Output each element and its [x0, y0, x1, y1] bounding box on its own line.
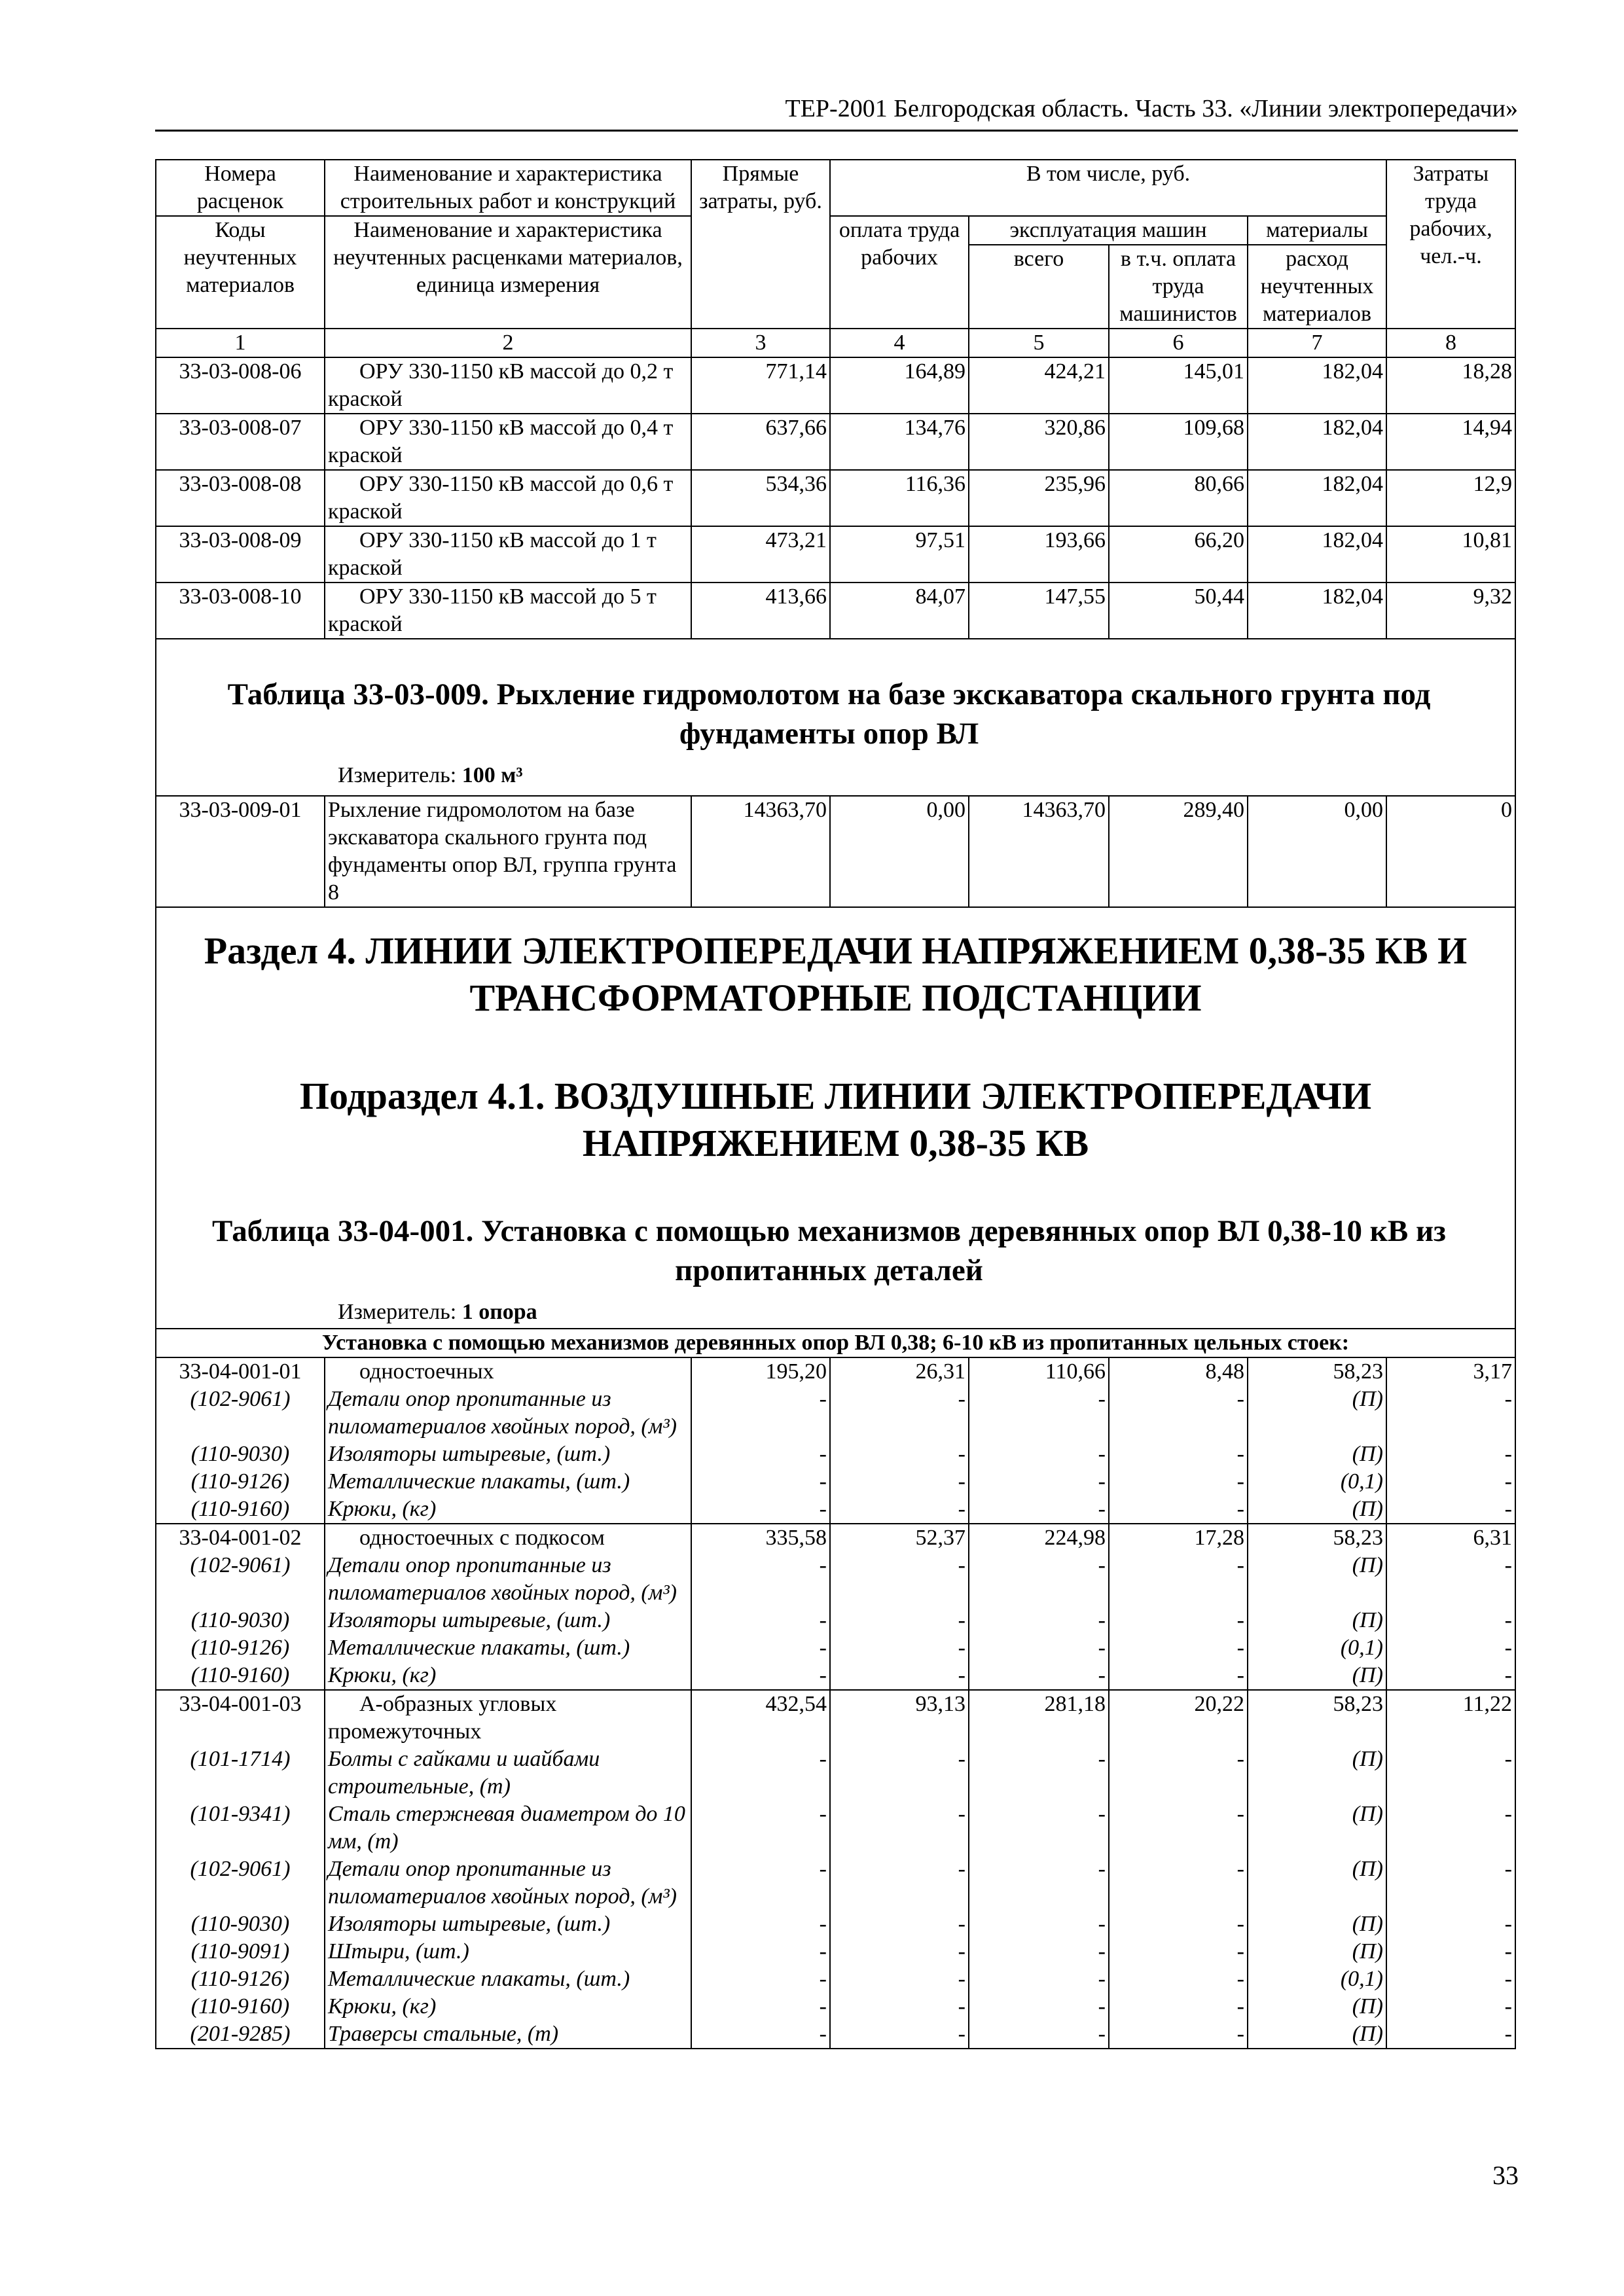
- material-quantity: (П): [1248, 2020, 1386, 2049]
- table-row: [156, 583, 1515, 639]
- empty-value: -: [969, 1607, 1109, 1634]
- rate-code: 33-03-008-10: [156, 583, 325, 639]
- table-title: Таблица 33-04-001. Установка с помощью механизмов деревянных опор ВЛ 0,38-10 кВ из пропитанных деталей: [212, 1214, 1446, 1287]
- rate-code: 33-03-008-07: [156, 414, 325, 470]
- empty-value: -: [830, 1938, 969, 1965]
- col-materials-header: материалы: [1248, 216, 1386, 245]
- material-name: Сталь стержневая диаметром до 10 мм, (т): [325, 1801, 691, 1856]
- col-number: 2: [325, 329, 691, 357]
- materials-cost: 182,04: [1248, 526, 1386, 583]
- empty-value: -: [830, 1496, 969, 1524]
- meter-label: Измеритель:: [338, 763, 457, 787]
- table-subheader: Установка с помощью механизмов деревянных опор ВЛ 0,38; 6-10 кВ из пропитанных цельных стоек:: [156, 1329, 1515, 1357]
- col-number: 8: [1386, 329, 1515, 357]
- material-name: Изоляторы штыревые, (шт.): [325, 1607, 691, 1634]
- table-title-cell: [156, 639, 1515, 796]
- empty-value: -: [969, 1468, 1109, 1496]
- empty-value: -: [969, 2020, 1109, 2049]
- empty-value: -: [691, 1496, 830, 1524]
- material-code: (102-9061): [156, 1552, 325, 1607]
- machines-total: 147,55: [969, 583, 1109, 639]
- col-number: 6: [1109, 329, 1248, 357]
- labor-hours: 0: [1386, 796, 1515, 907]
- rate-name: ОРУ 330-1150 кВ массой до 0,2 т краской: [325, 357, 691, 414]
- col-rate-numbers-header: Номера расценок: [156, 160, 325, 216]
- rate-name: ОРУ 330-1150 кВ массой до 0,4 т краской: [325, 414, 691, 470]
- empty-value: -: [691, 1552, 830, 1607]
- material-name: Металлические плакаты, (шт.): [325, 1634, 691, 1662]
- col-work-name-header: Наименование и характеристика строительных работ и конструкций: [325, 160, 691, 216]
- machinist-pay: 109,68: [1109, 414, 1248, 470]
- material-row: [156, 1993, 1515, 2020]
- machines-total: 193,66: [969, 526, 1109, 583]
- material-name: Траверсы стальные, (т): [325, 2020, 691, 2049]
- labor-hours: 10,81: [1386, 526, 1515, 583]
- material-code: (110-9030): [156, 1910, 325, 1938]
- material-code: (110-9091): [156, 1938, 325, 1965]
- rate-name: ОРУ 330-1150 кВ массой до 5 т краской: [325, 583, 691, 639]
- machines-total: 320,86: [969, 414, 1109, 470]
- material-quantity: (П): [1248, 1856, 1386, 1910]
- table-row: [156, 796, 1515, 907]
- machines-total: 14363,70: [969, 796, 1109, 907]
- labor-hours: 18,28: [1386, 357, 1515, 414]
- empty-value: -: [1109, 1441, 1248, 1468]
- material-quantity: (П): [1248, 1552, 1386, 1607]
- worker-pay: 52,37: [830, 1524, 969, 1552]
- direct-costs: 413,66: [691, 583, 830, 639]
- meter-value: 1 опора: [461, 1300, 537, 1324]
- worker-pay: 0,00: [830, 796, 969, 907]
- empty-value: -: [691, 1965, 830, 1993]
- materials-cost: 182,04: [1248, 470, 1386, 526]
- machinist-pay: 8,48: [1109, 1357, 1248, 1386]
- empty-value: -: [969, 1496, 1109, 1524]
- labor-hours: 11,22: [1386, 1690, 1515, 1746]
- table-row: [156, 1524, 1515, 1552]
- table-row: [156, 357, 1515, 414]
- material-row: [156, 1938, 1515, 1965]
- rate-code: 33-03-009-01: [156, 796, 325, 907]
- empty-value: -: [1109, 1496, 1248, 1524]
- col-number: 7: [1248, 329, 1386, 357]
- empty-value: -: [830, 1634, 969, 1662]
- rate-code: 33-03-008-09: [156, 526, 325, 583]
- rows-33-04-001: [156, 1357, 1515, 2049]
- material-name: Крюки, (кг): [325, 1993, 691, 2020]
- empty-value: -: [1386, 1496, 1515, 1524]
- rate-code: 33-03-008-06: [156, 357, 325, 414]
- col-group-header: В том числе, руб.: [830, 160, 1386, 216]
- empty-value: -: [1109, 1468, 1248, 1496]
- material-quantity: (0,1): [1248, 1965, 1386, 1993]
- empty-value: -: [1386, 1552, 1515, 1607]
- meter-label: Измеритель:: [338, 1300, 457, 1324]
- empty-value: -: [830, 1607, 969, 1634]
- empty-value: -: [1386, 1746, 1515, 1801]
- material-row: [156, 1634, 1515, 1662]
- empty-value: -: [1109, 1801, 1248, 1856]
- empty-value: -: [830, 1965, 969, 1993]
- rate-name: А-образных угловых промежуточных: [325, 1690, 691, 1746]
- empty-value: -: [969, 1634, 1109, 1662]
- material-row: [156, 1746, 1515, 1801]
- empty-value: -: [830, 1662, 969, 1690]
- rate-name: одностоечных с подкосом: [325, 1524, 691, 1552]
- material-name: Болты с гайками и шайбами строительные, (т): [325, 1746, 691, 1801]
- material-code: (110-9160): [156, 1496, 325, 1524]
- materials-cost: 0,00: [1248, 796, 1386, 907]
- material-row: [156, 1468, 1515, 1496]
- machines-total: 424,21: [969, 357, 1109, 414]
- machinist-pay: 289,40: [1109, 796, 1248, 907]
- empty-value: -: [1386, 1910, 1515, 1938]
- rows-33-03-009: [156, 796, 1515, 907]
- material-quantity: (0,1): [1248, 1634, 1386, 1662]
- empty-value: -: [1386, 1938, 1515, 1965]
- rates-table: [155, 159, 1516, 2049]
- col-worker-pay-header: оплата труда рабочих: [830, 216, 969, 329]
- empty-value: -: [1109, 1965, 1248, 1993]
- empty-value: -: [1109, 1634, 1248, 1662]
- material-name: Детали опор пропитанные из пиломатериалов хвойных пород, (м³): [325, 1552, 691, 1607]
- material-name: Детали опор пропитанные из пиломатериалов хвойных пород, (м³): [325, 1386, 691, 1441]
- col-machines-header: эксплуатация машин: [969, 216, 1248, 245]
- table-row: [156, 1357, 1515, 1386]
- empty-value: -: [1109, 1746, 1248, 1801]
- empty-value: -: [691, 1441, 830, 1468]
- col-material-codes-header: Коды неучтенных материалов: [156, 216, 325, 329]
- labor-hours: 6,31: [1386, 1524, 1515, 1552]
- material-quantity: (0,1): [1248, 1468, 1386, 1496]
- empty-value: -: [1386, 1993, 1515, 2020]
- material-quantity: (П): [1248, 1993, 1386, 2020]
- table-title: Таблица 33-03-009. Рыхление гидромолотом на базе экскаватора скального грунта под фундаменты опор ВЛ: [227, 677, 1431, 751]
- col-number: 1: [156, 329, 325, 357]
- direct-costs: 14363,70: [691, 796, 830, 907]
- rate-name: одностоечных: [325, 1357, 691, 1386]
- table-row: [156, 414, 1515, 470]
- material-row: [156, 1965, 1515, 1993]
- empty-value: -: [691, 1746, 830, 1801]
- empty-value: -: [1109, 1938, 1248, 1965]
- empty-value: -: [691, 1801, 830, 1856]
- materials-cost: 182,04: [1248, 357, 1386, 414]
- empty-value: -: [1386, 1386, 1515, 1441]
- empty-value: -: [1109, 1607, 1248, 1634]
- materials-cost: 182,04: [1248, 414, 1386, 470]
- empty-value: -: [1109, 2020, 1248, 2049]
- material-row: [156, 1441, 1515, 1468]
- material-quantity: (П): [1248, 1910, 1386, 1938]
- section-heading-cell: [156, 907, 1515, 1329]
- empty-value: -: [969, 1746, 1109, 1801]
- empty-value: -: [830, 1746, 969, 1801]
- rate-name: ОРУ 330-1150 кВ массой до 0,6 т краской: [325, 470, 691, 526]
- empty-value: -: [830, 1801, 969, 1856]
- material-code: (101-9341): [156, 1801, 325, 1856]
- machines-total: 224,98: [969, 1524, 1109, 1552]
- empty-value: -: [1109, 1910, 1248, 1938]
- meter-value: 100 м³: [461, 763, 523, 787]
- materials-cost: 58,23: [1248, 1690, 1386, 1746]
- worker-pay: 116,36: [830, 470, 969, 526]
- worker-pay: 84,07: [830, 583, 969, 639]
- empty-value: -: [691, 1662, 830, 1690]
- col-number: 5: [969, 329, 1109, 357]
- material-code: (102-9061): [156, 1386, 325, 1441]
- empty-value: -: [1109, 1386, 1248, 1441]
- labor-hours: 14,94: [1386, 414, 1515, 470]
- direct-costs: 771,14: [691, 357, 830, 414]
- empty-value: -: [969, 1386, 1109, 1441]
- material-quantity: (П): [1248, 1607, 1386, 1634]
- material-code: (101-1714): [156, 1746, 325, 1801]
- worker-pay: 97,51: [830, 526, 969, 583]
- col-machinist-pay-header: в т.ч. оплата труда машинистов: [1109, 245, 1248, 329]
- direct-costs: 473,21: [691, 526, 830, 583]
- table-row: [156, 1690, 1515, 1746]
- material-quantity: (П): [1248, 1801, 1386, 1856]
- running-header: ТЕР-2001 Белгородская область. Часть 33. «Линии электропередачи»: [155, 89, 1518, 132]
- empty-value: -: [1109, 1662, 1248, 1690]
- material-row: [156, 2020, 1515, 2049]
- empty-value: -: [1386, 1607, 1515, 1634]
- table-row: [156, 526, 1515, 583]
- rate-code: 33-03-008-08: [156, 470, 325, 526]
- material-code: (110-9126): [156, 1634, 325, 1662]
- empty-value: -: [691, 1607, 830, 1634]
- table-row: [156, 470, 1515, 526]
- material-name: Крюки, (кг): [325, 1496, 691, 1524]
- materials-cost: 182,04: [1248, 583, 1386, 639]
- material-row: [156, 1496, 1515, 1524]
- machinist-pay: 80,66: [1109, 470, 1248, 526]
- machinist-pay: 66,20: [1109, 526, 1248, 583]
- labor-hours: 9,32: [1386, 583, 1515, 639]
- empty-value: -: [1386, 2020, 1515, 2049]
- empty-value: -: [969, 1993, 1109, 2020]
- rate-code: 33-04-001-02: [156, 1524, 325, 1552]
- empty-value: -: [969, 1552, 1109, 1607]
- machinist-pay: 145,01: [1109, 357, 1248, 414]
- material-row: [156, 1607, 1515, 1634]
- material-quantity: (П): [1248, 1441, 1386, 1468]
- meter-line: [156, 1294, 1515, 1328]
- material-quantity: (П): [1248, 1938, 1386, 1965]
- material-code: (110-9030): [156, 1441, 325, 1468]
- col-number: 4: [830, 329, 969, 357]
- material-row: [156, 1801, 1515, 1856]
- col-number: 3: [691, 329, 830, 357]
- col-material-names-header: Наименование и характеристика неучтенных расценками материалов, единица измерения: [325, 216, 691, 329]
- empty-value: -: [691, 1938, 830, 1965]
- material-code: (110-9160): [156, 1993, 325, 2020]
- direct-costs: 637,66: [691, 414, 830, 470]
- machines-total: 281,18: [969, 1690, 1109, 1746]
- worker-pay: 93,13: [830, 1690, 969, 1746]
- material-row: [156, 1856, 1515, 1910]
- material-quantity: (П): [1248, 1386, 1386, 1441]
- rate-code: 33-04-001-03: [156, 1690, 325, 1746]
- rates-table-container: [155, 159, 1515, 2049]
- direct-costs: 534,36: [691, 470, 830, 526]
- empty-value: -: [1109, 1552, 1248, 1607]
- empty-value: -: [691, 1910, 830, 1938]
- empty-value: -: [691, 1468, 830, 1496]
- material-code: (102-9061): [156, 1856, 325, 1910]
- machinist-pay: 17,28: [1109, 1524, 1248, 1552]
- machinist-pay: 50,44: [1109, 583, 1248, 639]
- empty-value: -: [830, 1552, 969, 1607]
- empty-value: -: [969, 1801, 1109, 1856]
- section-title: Раздел 4. ЛИНИИ ЭЛЕКТРОПЕРЕДАЧИ НАПРЯЖЕНИЕМ 0,38-35 КВ И ТРАНСФОРМАТОРНЫЕ ПОДСТАНЦИИ: [204, 929, 1468, 1019]
- rate-code: 33-04-001-01: [156, 1357, 325, 1386]
- materials-cost: 58,23: [1248, 1524, 1386, 1552]
- direct-costs: 195,20: [691, 1357, 830, 1386]
- empty-value: -: [691, 1386, 830, 1441]
- table-header: [156, 160, 1515, 357]
- empty-value: -: [691, 1634, 830, 1662]
- materials-cost: 58,23: [1248, 1357, 1386, 1386]
- labor-hours: 12,9: [1386, 470, 1515, 526]
- empty-value: -: [969, 1910, 1109, 1938]
- machines-total: 110,66: [969, 1357, 1109, 1386]
- empty-value: -: [830, 1856, 969, 1910]
- rows-33-03-008: [156, 357, 1515, 639]
- col-labor-hours-header: Затраты труда рабочих, чел.-ч.: [1386, 160, 1515, 329]
- worker-pay: 134,76: [830, 414, 969, 470]
- machinist-pay: 20,22: [1109, 1690, 1248, 1746]
- empty-value: -: [969, 1856, 1109, 1910]
- empty-value: -: [1386, 1634, 1515, 1662]
- empty-value: -: [969, 1938, 1109, 1965]
- material-name: Крюки, (кг): [325, 1662, 691, 1690]
- rate-name: Рыхление гидромолотом на базе экскаватора скального грунта под фундаменты опор ВЛ, группа грунта 8: [325, 796, 691, 907]
- material-code: (110-9030): [156, 1607, 325, 1634]
- empty-value: -: [1109, 1856, 1248, 1910]
- material-quantity: (П): [1248, 1496, 1386, 1524]
- worker-pay: 164,89: [830, 357, 969, 414]
- col-direct-costs-header: Прямые затраты, руб.: [691, 160, 830, 329]
- empty-value: -: [830, 1993, 969, 2020]
- section-heading: [156, 907, 1515, 1357]
- material-name: Детали опор пропитанные из пиломатериалов хвойных пород, (м³): [325, 1856, 691, 1910]
- material-code: (110-9126): [156, 1965, 325, 1993]
- col-machines-total-header: всего: [969, 245, 1109, 329]
- worker-pay: 26,31: [830, 1357, 969, 1386]
- empty-value: -: [1386, 1801, 1515, 1856]
- empty-value: -: [830, 1386, 969, 1441]
- material-row: [156, 1910, 1515, 1938]
- direct-costs: 335,58: [691, 1524, 830, 1552]
- material-name: Штыри, (шт.): [325, 1938, 691, 1965]
- page-number: 33: [1492, 2161, 1519, 2190]
- empty-value: -: [1386, 1441, 1515, 1468]
- col-unaccounted-materials-header: расход неучтенных материалов: [1248, 245, 1386, 329]
- empty-value: -: [1386, 1965, 1515, 1993]
- material-quantity: (П): [1248, 1746, 1386, 1801]
- empty-value: -: [691, 2020, 830, 2049]
- empty-value: -: [1386, 1662, 1515, 1690]
- material-name: Изоляторы штыревые, (шт.): [325, 1910, 691, 1938]
- material-row: [156, 1386, 1515, 1441]
- material-name: Металлические плакаты, (шт.): [325, 1468, 691, 1496]
- subsection-title: Подраздел 4.1. ВОЗДУШНЫЕ ЛИНИИ ЭЛЕКТРОПЕРЕДАЧИ НАПРЯЖЕНИЕМ 0,38-35 КВ: [299, 1075, 1372, 1164]
- empty-value: -: [830, 1441, 969, 1468]
- material-row: [156, 1552, 1515, 1607]
- direct-costs: 432,54: [691, 1690, 830, 1746]
- rate-name: ОРУ 330-1150 кВ массой до 1 т краской: [325, 526, 691, 583]
- material-row: [156, 1662, 1515, 1690]
- labor-hours: 3,17: [1386, 1357, 1515, 1386]
- empty-value: -: [830, 1910, 969, 1938]
- empty-value: -: [691, 1993, 830, 2020]
- empty-value: -: [830, 2020, 969, 2049]
- empty-value: -: [1386, 1468, 1515, 1496]
- empty-value: -: [969, 1662, 1109, 1690]
- material-name: Изоляторы штыревые, (шт.): [325, 1441, 691, 1468]
- empty-value: -: [1386, 1856, 1515, 1910]
- material-code: (110-9160): [156, 1662, 325, 1690]
- meter-line: [156, 757, 1515, 795]
- material-code: (110-9126): [156, 1468, 325, 1496]
- empty-value: -: [830, 1468, 969, 1496]
- empty-value: -: [1109, 1993, 1248, 2020]
- empty-value: -: [969, 1965, 1109, 1993]
- material-code: (201-9285): [156, 2020, 325, 2049]
- material-name: Металлические плакаты, (шт.): [325, 1965, 691, 1993]
- material-quantity: (П): [1248, 1662, 1386, 1690]
- table-33-03-009-heading: [156, 639, 1515, 796]
- empty-value: -: [691, 1856, 830, 1910]
- empty-value: -: [969, 1441, 1109, 1468]
- machines-total: 235,96: [969, 470, 1109, 526]
